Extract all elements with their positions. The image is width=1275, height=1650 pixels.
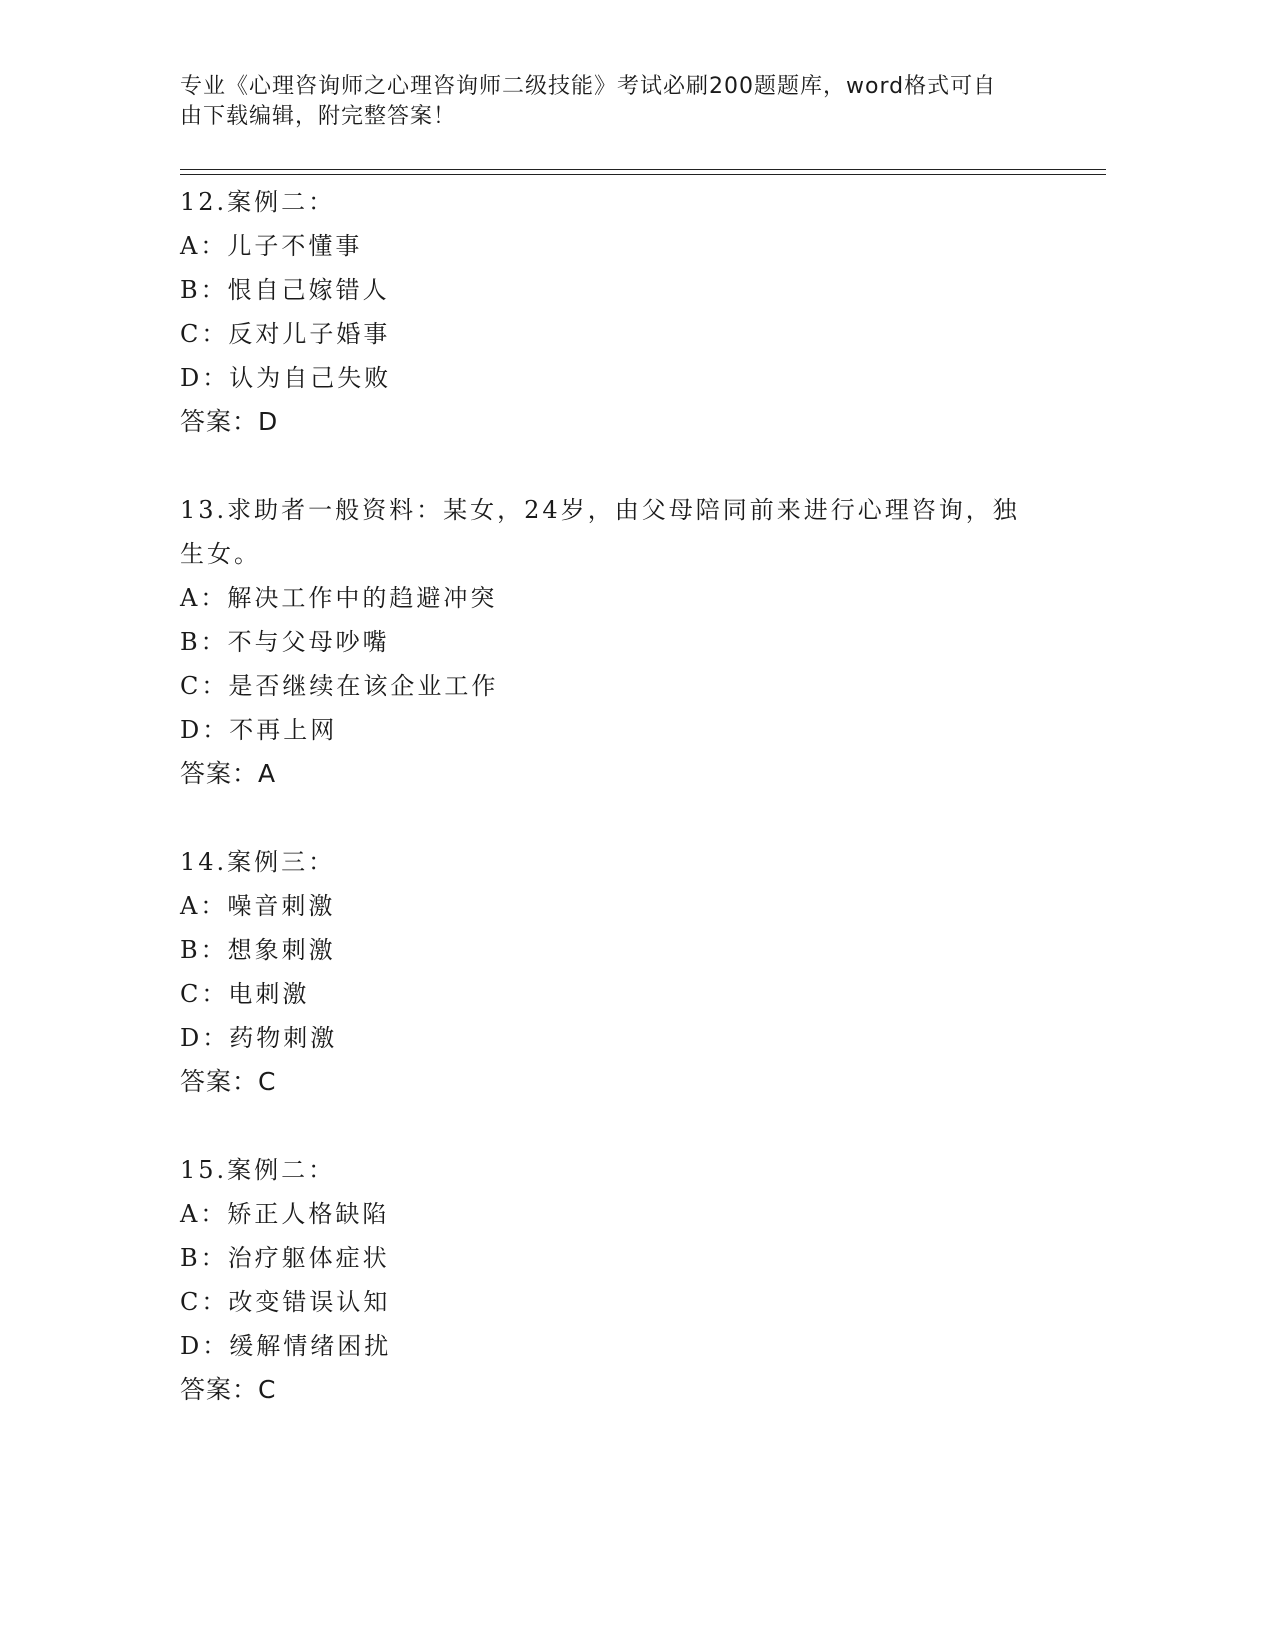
option-a: A：儿子不懂事 [180, 232, 363, 260]
option-b: B：不与父母吵嘴 [180, 628, 390, 656]
option-d: D：认为自己失败 [180, 364, 392, 392]
option-a: A：解决工作中的趋避冲突 [180, 584, 498, 612]
option-c: C：是否继续在该企业工作 [180, 672, 499, 700]
question-15 [180, 1148, 1040, 1412]
document-header [180, 72, 1040, 132]
option-a: A：噪音刺激 [180, 892, 336, 920]
answer-line: 答案：C [180, 1067, 277, 1096]
header-line-2: 由下载编辑，附完整答案！ [180, 104, 457, 129]
question-stem: 14.案例三： [180, 848, 336, 876]
question-list [180, 180, 1040, 1456]
header-divider-bottom [180, 174, 1106, 175]
header-divider-top [180, 169, 1106, 170]
option-c: C：改变错误认知 [180, 1288, 391, 1316]
option-b: B：治疗躯体症状 [180, 1244, 390, 1272]
question-stem: 15.案例二： [180, 1156, 336, 1184]
question-12 [180, 180, 1040, 444]
option-d: D：药物刺激 [180, 1024, 338, 1052]
question-stem: 12.案例二： [180, 188, 336, 216]
question-stem: 13.求助者一般资料：某女，24岁，由父母陪同前来进行心理咨询，独 [180, 496, 1020, 524]
question-13 [180, 488, 1040, 796]
question-14 [180, 840, 1040, 1104]
option-d: D：不再上网 [180, 716, 338, 744]
question-stem-continued: 生女。 [180, 540, 261, 568]
option-d: D：缓解情绪困扰 [180, 1332, 392, 1360]
option-c: C：电刺激 [180, 980, 310, 1008]
option-b: B：恨自己嫁错人 [180, 276, 390, 304]
answer-line: 答案：C [180, 1375, 277, 1404]
answer-line: 答案：A [180, 759, 277, 788]
option-b: B：想象刺激 [180, 936, 336, 964]
answer-line: 答案：D [180, 407, 279, 436]
option-c: C：反对儿子婚事 [180, 320, 391, 348]
option-a: A：矫正人格缺陷 [180, 1200, 390, 1228]
header-line-1: 专业《心理咨询师之心理咨询师二级技能》考试必刷200题题库，word格式可自 [180, 74, 997, 99]
